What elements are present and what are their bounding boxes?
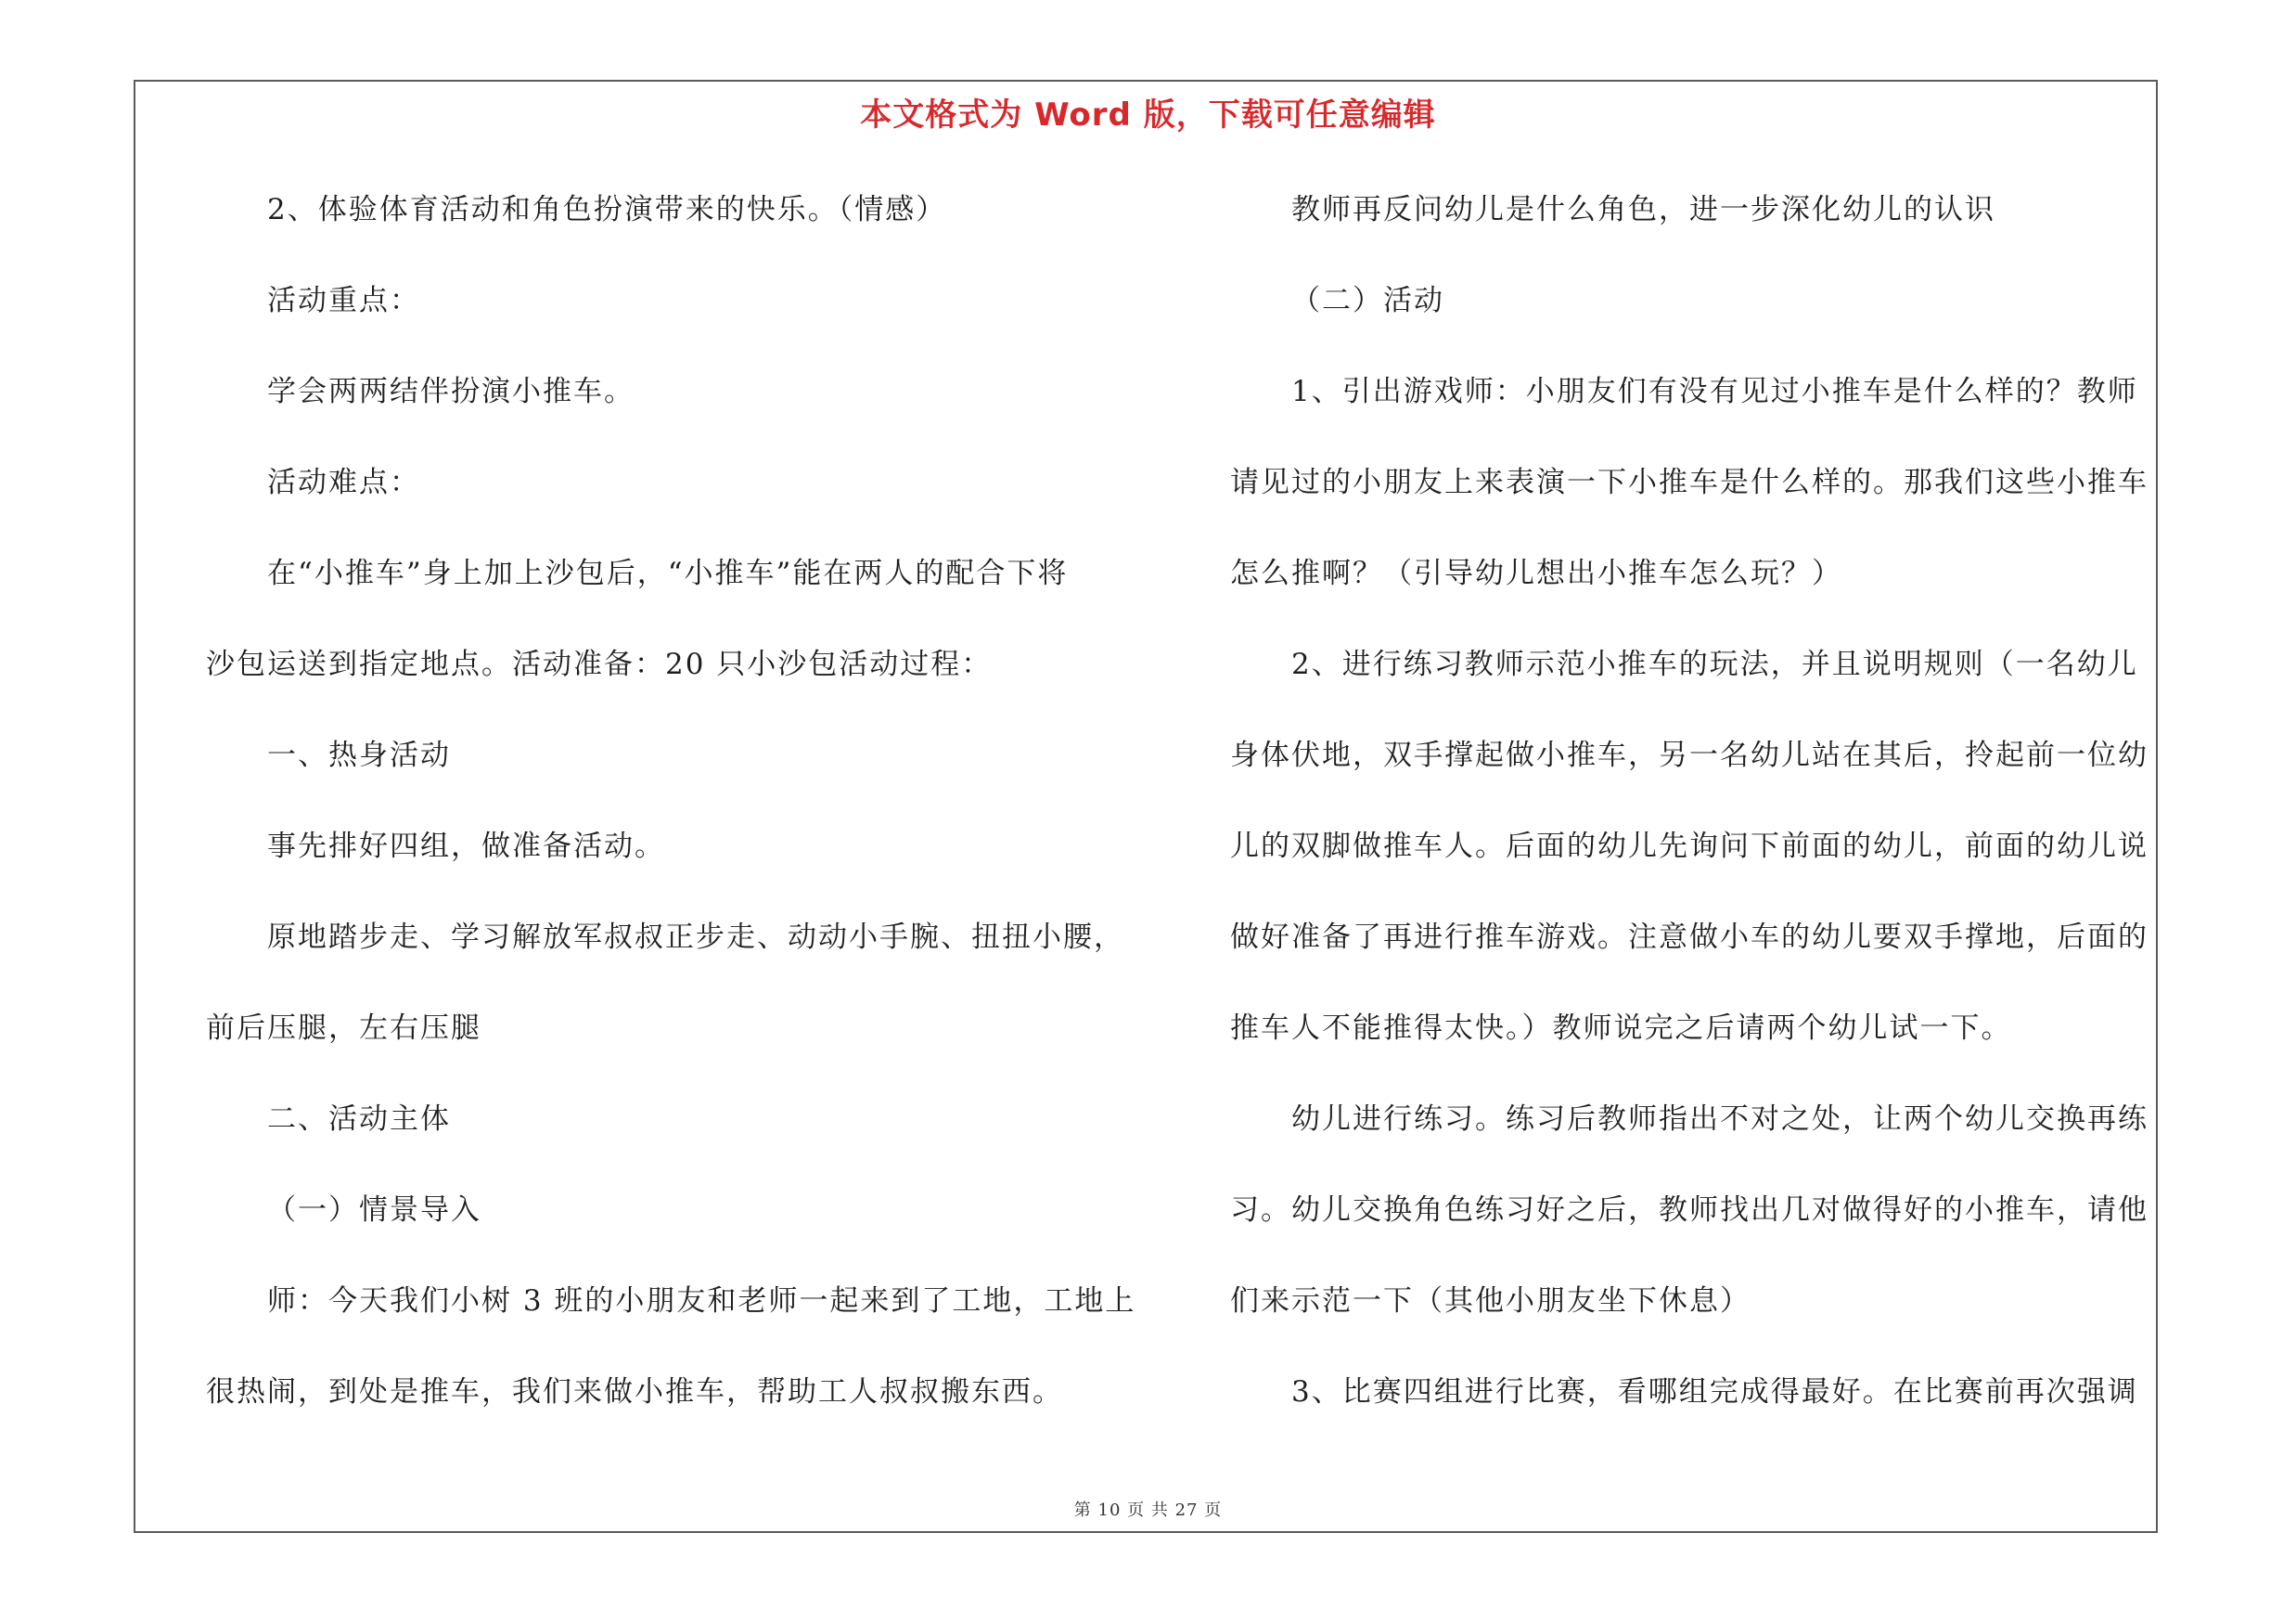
section-heading: 活动重点： <box>267 284 420 317</box>
paragraph-line: 们来示范一下（其他小朋友坐下休息） <box>1230 1284 1751 1318</box>
paragraph-line: 2、体验体育活动和角色扮演带来的快乐。（情感） <box>267 193 947 226</box>
paragraph-line: 请见过的小朋友上来表演一下小推车是什么样的。那我们这些小推车 <box>1230 466 2148 499</box>
section-heading: 一、热身活动 <box>267 739 451 772</box>
paragraph-line: 师：今天我们小树 3 班的小朋友和老师一起来到了工地，工地上 <box>267 1284 1136 1318</box>
section-heading: （一）情景导入 <box>267 1193 481 1227</box>
paragraph-line: 在“小推车”身上加上沙包后，“小推车”能在两人的配合下将 <box>267 557 1069 590</box>
paragraph-line: 习。幼儿交换角色练习好之后，教师找出几对做得好的小推车，请他 <box>1230 1193 2148 1227</box>
paragraph-line: 很热闹，到处是推车，我们来做小推车，帮助工人叔叔搬东西。 <box>206 1375 1063 1409</box>
paragraph-line: 怎么推啊？（引导幼儿想出小推车怎么玩？） <box>1230 557 1842 590</box>
paragraph-line: 2、进行练习教师示范小推车的玩法，并且说明规则（一名幼儿 <box>1291 648 2138 681</box>
paragraph-line: 前后压腿，左右压腿 <box>206 1011 481 1045</box>
paragraph-line: 教师再反问幼儿是什么角色，进一步深化幼儿的认识 <box>1291 193 1995 226</box>
section-heading: 活动难点： <box>267 466 420 499</box>
paragraph-line: 原地踏步走、学习解放军叔叔正步走、动动小手腕、扭扭小腰， <box>267 921 1124 954</box>
paragraph-line: 学会两两结伴扮演小推车。 <box>267 375 635 408</box>
paragraph-line: 推车人不能推得太快。）教师说完之后请两个幼儿试一下。 <box>1230 1011 2012 1045</box>
paragraph-line: 幼儿进行练习。练习后教师指出不对之处，让两个幼儿交换再练 <box>1291 1102 2148 1136</box>
paragraph-line: 沙包运送到指定地点。活动准备：20 只小沙包活动过程： <box>206 648 993 681</box>
document-banner: 本文格式为 Word 版，下载可任意编辑 <box>860 97 1436 134</box>
paragraph-line: 事先排好四组，做准备活动。 <box>267 830 665 863</box>
paragraph-line: 儿的双脚做推车人。后面的幼儿先询问下前面的幼儿，前面的幼儿说 <box>1230 830 2148 863</box>
paragraph-line: 做好准备了再进行推车游戏。注意做小车的幼儿要双手撑地，后面的 <box>1230 921 2148 954</box>
paragraph-line: 1、引出游戏师：小朋友们有没有见过小推车是什么样的？教师 <box>1291 375 2138 408</box>
paragraph-line: 身体伏地，双手撑起做小推车，另一名幼儿站在其后，拎起前一位幼 <box>1230 739 2148 772</box>
section-heading: 二、活动主体 <box>267 1102 451 1136</box>
section-heading: （二）活动 <box>1291 284 1444 317</box>
page-number: 第 10 页 共 27 页 <box>1073 1501 1223 1520</box>
paragraph-line: 3、比赛四组进行比赛，看哪组完成得最好。在比赛前再次强调 <box>1291 1375 2138 1409</box>
